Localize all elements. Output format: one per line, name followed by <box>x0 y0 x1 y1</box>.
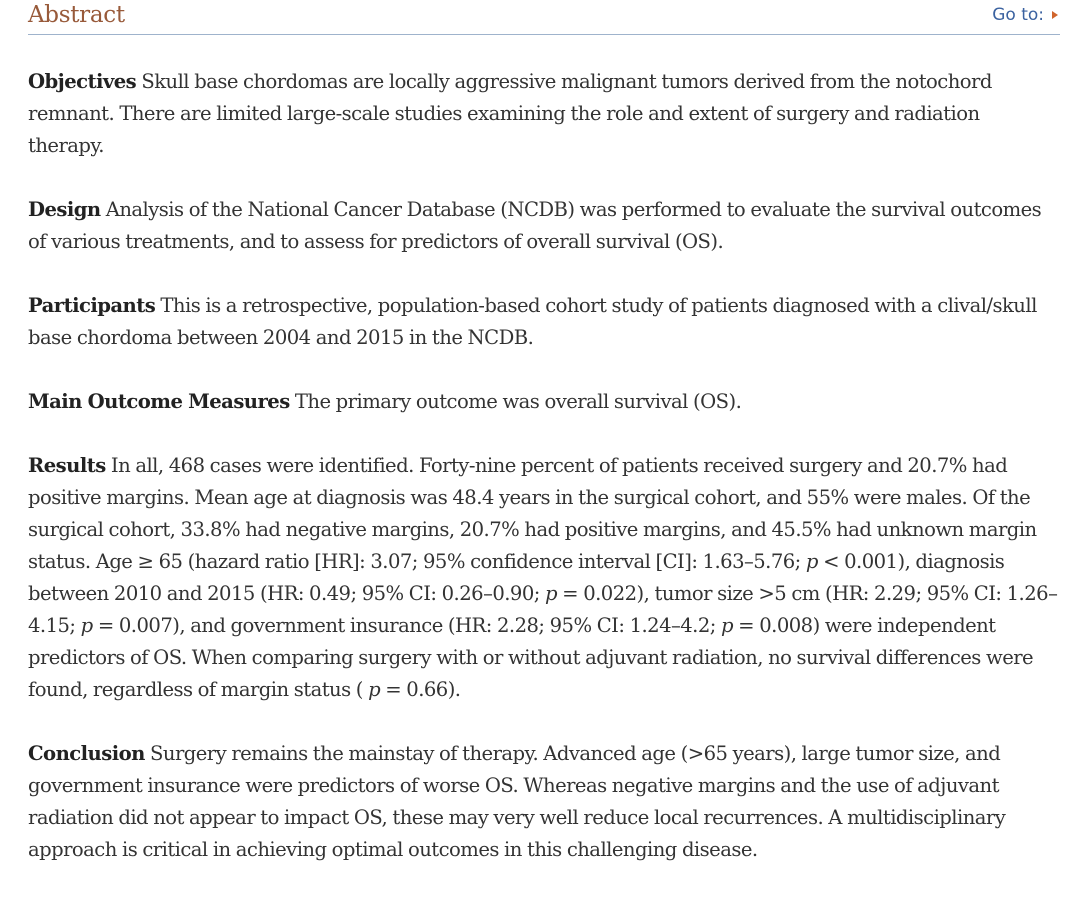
main-outcome-measures-label: Main Outcome Measures <box>28 390 290 413</box>
results-text-part: = 0.66). <box>380 678 461 701</box>
design-paragraph <box>28 194 1060 258</box>
participants-paragraph <box>28 290 1060 354</box>
results-text-part: = 0.008) were independent predictors of OS. When comparing surgery with or without adjuvant radiation, no survival differences were found, regardless of margin status ( <box>28 614 1034 701</box>
conclusion-paragraph <box>28 738 1060 866</box>
objectives-text: Skull base chordomas are locally aggressive malignant tumors derived from the notochord remnant. There are limited large-scale studies examining the role and extent of surgery and radiation therapy. <box>28 70 992 157</box>
results-label: Results <box>28 454 106 477</box>
results-text-part: In all, 468 cases were identified. Forty-nine percent of patients received surgery and 20.7% had positive margins. Mean age at diagnosis was 48.4 years in the surgical cohort, and 55% were males. Of the surgical cohort, 33.8% had negative margins, 20.7% had positive margins, and 45.5% had unknown margin status. Age ≥ 65 (hazard ratio [HR]: 3.07; 95% confidence interval [CI]: 1.63–5.76; <box>28 454 1037 573</box>
p-value-symbol: p <box>368 678 381 701</box>
objectives-paragraph <box>28 66 1060 162</box>
design-text: Analysis of the National Cancer Database (NCDB) was performed to evaluate the survival outcomes of various treatments, and to assess for predictors of overall survival (OS). <box>28 198 1042 253</box>
p-value-symbol: p <box>80 614 93 637</box>
participants-label: Participants <box>28 294 156 317</box>
objectives-label: Objectives <box>28 70 137 93</box>
participants-text: This is a retrospective, population-based cohort study of patients diagnosed with a clival/skull base chordoma between 2004 and 2015 in the NCDB. <box>28 294 1037 349</box>
section-title: Abstract <box>28 2 125 28</box>
results-text-part: = 0.022), tumor size >5 cm (HR: 2.29; 95% CI: 1.26–4.15; <box>28 582 1058 637</box>
p-value-symbol: p <box>721 614 733 637</box>
results-text-part: < 0.001), diagnosis between 2010 and 2015 (HR: 0.49; 95% CI: 0.26–0.90; <box>28 550 1005 605</box>
abstract-body <box>28 66 1060 898</box>
goto-link[interactable] <box>992 5 1058 25</box>
conclusion-label: Conclusion <box>28 742 145 765</box>
design-label: Design <box>28 198 101 221</box>
goto-label: Go to: <box>992 5 1044 25</box>
abstract-header <box>28 0 1060 35</box>
results-text <box>28 454 1057 701</box>
conclusion-text: Surgery remains the mainstay of therapy. Advanced age (>65 years), large tumor size, and government insurance were predictors of worse OS. Whereas negative margins and the use of adjuvant radiation did not appear to impact OS, these may very well reduce local recurrences. A multidisciplinary approach is critical in achieving optimal outcomes in this challenging disease. <box>28 742 1006 861</box>
p-value-symbol: p <box>544 582 557 605</box>
main-outcome-measures-text: The primary outcome was overall survival (OS). <box>289 390 742 413</box>
main-outcome-measures-paragraph <box>28 386 1060 418</box>
triangle-right-icon <box>1052 11 1058 19</box>
results-text-part: = 0.007), and government insurance (HR: 2.28; 95% CI: 1.24–4.2; <box>92 614 721 637</box>
results-paragraph <box>28 450 1060 706</box>
p-value-symbol: p <box>805 550 818 573</box>
